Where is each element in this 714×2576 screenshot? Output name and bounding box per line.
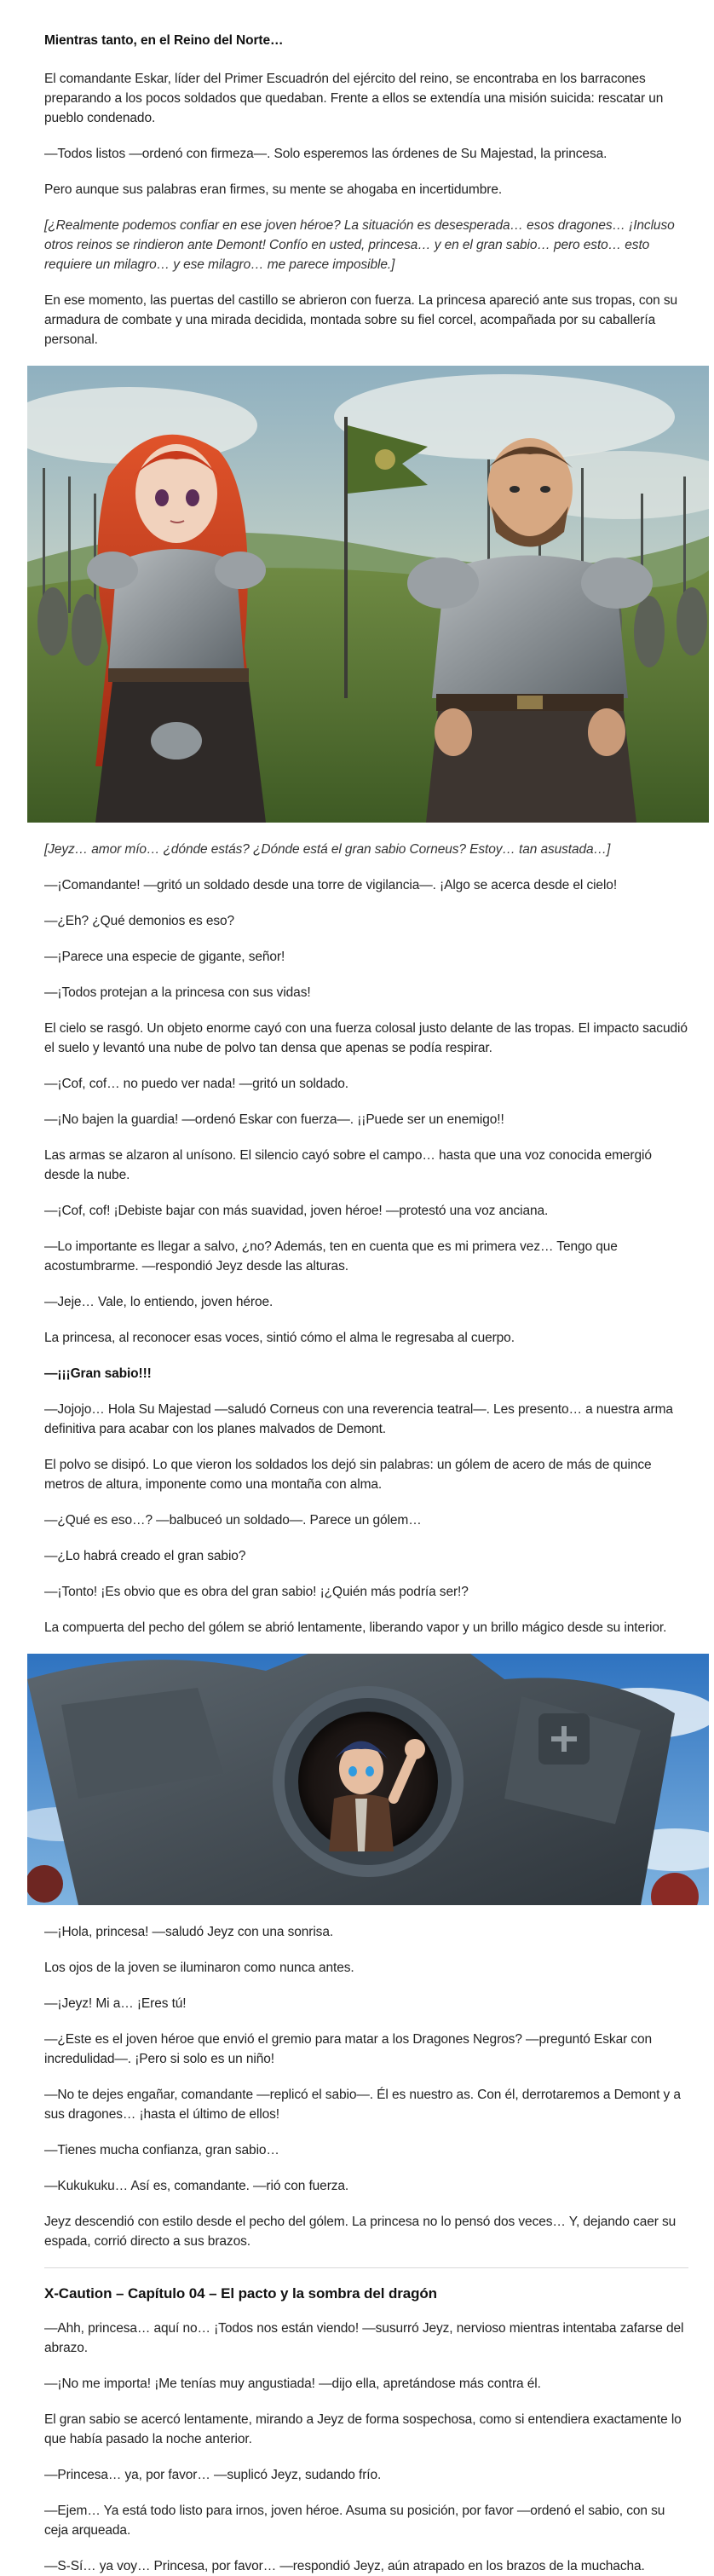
paragraph: La princesa, al reconocer esas voces, sintió cómo el alma le regresaba al cuerpo. — [44, 1331, 515, 1345]
paragraph: —¿Eh? ¿Qué demonios es eso? — [44, 914, 235, 928]
paragraph: —¡Tonto! ¡Es obvio que es obra del gran sabio! ¡¿Quién más podría ser!? — [44, 1585, 469, 1599]
paragraph: —¡Parece una especie de gigante, señor! — [44, 950, 285, 964]
paragraph: —¡Comandante! —gritó un soldado desde una torre de vigilancia—. ¡Algo se acerca desde el cielo! — [44, 878, 618, 892]
paragraph: —¿Lo habrá creado el gran sabio? — [44, 1549, 246, 1563]
thought-paragraph: [Jeyz… amor mío… ¿dónde estás? ¿Dónde está el gran sabio Corneus? Estoy… tan asustada…] — [44, 842, 611, 857]
scene-heading: Mientras tanto, en el Reino del Norte… — [44, 33, 284, 48]
paragraph: En ese momento, las puertas del castillo se abrieron con fuerza. La princesa apareció ante sus tropas, con su armadura de combate y una mirada decidida, montada sobre su fiel corcel, acompañada por su caballería personal. — [44, 293, 677, 347]
paragraph: El comandante Eskar, líder del Primer Escuadrón del ejército del reino, se encontraba en los barracones preparando a los pocos soldados que quedaban. Frente a ellos se extendía una misión suicida: rescatar un pueblo condenado. — [44, 72, 664, 125]
paragraph: —Princesa… ya, por favor… —suplicó Jeyz, sudando frío. — [44, 2468, 382, 2482]
paragraph: El gran sabio se acercó lentamente, mirando a Jeyz de forma sospechosa, como si entendiera exactamente lo que había pasado la noche anterior. — [44, 2412, 682, 2446]
paragraph: —¡Todos protejan a la princesa con sus vidas! — [44, 985, 311, 1000]
paragraph: —Tienes mucha confianza, gran sabio… — [44, 2143, 279, 2157]
paragraph: La compuerta del pecho del gólem se abrió lentamente, liberando vapor y un brillo mágico desde su interior. — [44, 1620, 667, 1635]
paragraph: Jeyz descendió con estilo desde el pecho del gólem. La princesa no lo pensó dos veces… Y, dejando caer su espada, corrió directo a sus brazos. — [44, 2215, 677, 2249]
paragraph: El polvo se disipó. Lo que vieron los soldados los dejó sin palabras: un gólem de acero de más de quince metros de altura, imponente como una montaña con alma. — [44, 1458, 652, 1492]
paragraph: El cielo se rasgó. Un objeto enorme cayó con una fuerza colosal justo delante de las tropas. El impacto sacudió el suelo y levantó una nube de polvo tan densa que apenas se podía respirar. — [44, 1021, 688, 1055]
paragraph: —Lo importante es llegar a salvo, ¿no? Además, ten en cuenta que es mi primera vez… Tengo que acostumbrarme. —respondió Jeyz desde las alturas. — [44, 1239, 618, 1274]
illustration-golem-hatch-art — [27, 1654, 709, 1905]
paragraph: Las armas se alzaron al unísono. El silencio cayó sobre el campo… hasta que una voz conocida emergió desde la nube. — [44, 1148, 652, 1182]
thought-paragraph: [¿Realmente podemos confiar en ese joven héroe? La situación es desesperada… esos dragones… ¡Incluso otros reinos se rindieron ante Demont! Confío en usted, princesa… y en el gran sabio… pero esto… esto requiere un milagro… y ese milagro… me parece imposible.] — [44, 218, 675, 272]
paragraph: —¿Este es el joven héroe que envió el gremio para matar a los Dragones Negros? —preguntó Eskar con incredulidad—. ¡Pero si solo es un niño! — [44, 2032, 653, 2066]
paragraph: —S-Sí… ya voy… Princesa, por favor… —respondió Jeyz, aún atrapado en los brazos de la muchacha. — [44, 2559, 645, 2573]
paragraph: Pero aunque sus palabras eran firmes, su mente se ahogaba en incertidumbre. — [44, 182, 503, 197]
illustration-princess-and-commander — [27, 366, 709, 823]
paragraph: —Ahh, princesa… aquí no… ¡Todos nos están viendo! —susurró Jeyz, nervioso mientras intentaba zafarse del abrazo. — [44, 2321, 684, 2355]
chapter-title: X-Caution – Capítulo 04 – El pacto y la sombra del dragón — [44, 2285, 437, 2302]
illustration-princess-and-commander-art — [27, 366, 709, 823]
paragraph: —Jeje… Vale, lo entiendo, joven héroe. — [44, 1295, 274, 1309]
paragraph: —No te dejes engañar, comandante —replicó el sabio—. Él es nuestro as. Con él, derrotaremos a Demont y a sus dragones… ¡hasta el último de ellos! — [44, 2088, 681, 2122]
illustration-golem-hatch — [27, 1654, 709, 1905]
paragraph: —Jojojo… Hola Su Majestad —saludó Corneus con una reverencia teatral—. Les presento… a nuestra arma definitiva para acabar con los planes malvados de Demont. — [44, 1402, 673, 1436]
paragraph: —Kukukuku… Así es, comandante. —rió con fuerza. — [44, 2179, 349, 2193]
paragraph: —Ejem… Ya está todo listo para irnos, joven héroe. Asuma su posición, por favor —ordenó el sabio, con su ceja arqueada. — [44, 2504, 665, 2538]
paragraph: —¡No bajen la guardia! —ordenó Eskar con fuerza—. ¡¡Puede ser un enemigo!! — [44, 1112, 504, 1127]
paragraph: —¡No me importa! ¡Me tenías muy angustiada! —dijo ella, apretándose más contra él. — [44, 2377, 541, 2391]
paragraph: —¡Cof, cof… no puedo ver nada! —gritó un soldado. — [44, 1077, 348, 1091]
paragraph: —¡Hola, princesa! —saludó Jeyz con una sonrisa. — [44, 1925, 334, 1939]
paragraph: —¿Qué es eso…? —balbuceó un soldado—. Parece un gólem… — [44, 1513, 422, 1528]
paragraph: —Todos listos —ordenó con firmeza—. Solo esperemos las órdenes de Su Majestad, la princesa. — [44, 147, 607, 161]
shout-paragraph: —¡¡¡Gran sabio!!! — [44, 1366, 152, 1381]
paragraph: —¡Cof, cof! ¡Debiste bajar con más suavidad, joven héroe! —protestó una voz anciana. — [44, 1204, 549, 1218]
section-divider — [44, 2267, 688, 2268]
paragraph: Los ojos de la joven se iluminaron como nunca antes. — [44, 1961, 354, 1975]
paragraph: —¡Jeyz! Mi a… ¡Eres tú! — [44, 1996, 187, 2011]
